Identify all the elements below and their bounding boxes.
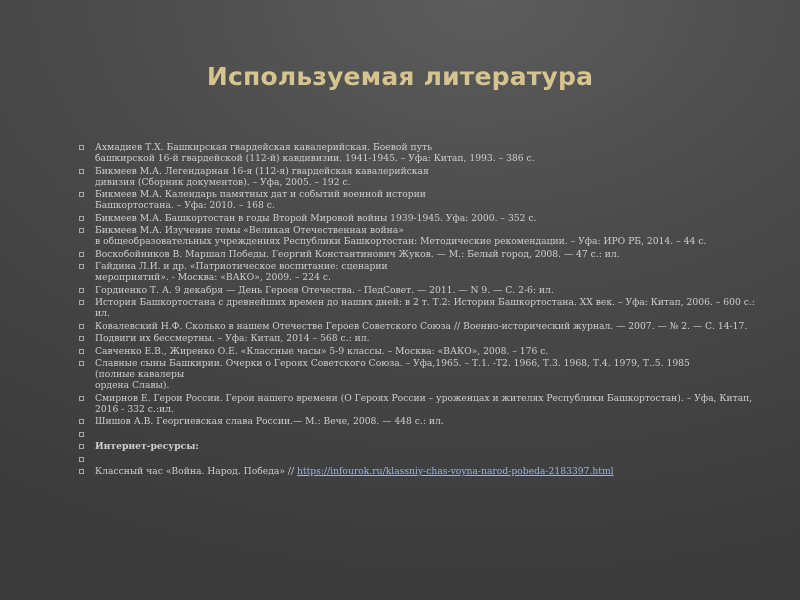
reference-line: Ахмадиев Т.Х. Башкирская гвардейская кавалерийская. Боевой путь (95, 142, 433, 153)
reference-line: Ковалевский Н.Ф. Сколько в нашем Отечестве Героев Советского Союза // Военно-исторический журнал. — 2007. — № 2. — С. 14-17. (95, 320, 748, 332)
list-item (79, 166, 759, 188)
list-item (79, 261, 759, 283)
empty-list-item (79, 454, 759, 465)
list-item (79, 225, 759, 247)
list-item (79, 249, 759, 260)
bullet-icon (79, 457, 84, 462)
reference-line: Воскобойников В. Маршал Победы. Георгий Константинович Жуков. — М.: Белый город, 2008. — 47 с.: ил. (95, 248, 620, 260)
reference-line: Бикмеев М.А. Башкортостан в годы Второй Мировой войны 1939-1945. Уфа: 2000. – 352 с. (95, 212, 537, 224)
bullet-icon (79, 361, 84, 366)
list-item (79, 393, 759, 415)
reference-line: Смирнов Е. Герои России. Герои нашего времени (О Героях России – уроженцах и жителях Республики Башкортостан). – Уфа, Китап, 2016 - 332 с.:ил. (95, 392, 753, 415)
list-item (79, 358, 759, 391)
bullet-icon (79, 264, 84, 269)
bullet-icon (79, 145, 84, 150)
reference-line: Бикмеев М.А. Календарь памятных дат и событий военной истории (95, 189, 426, 200)
bullet-icon (79, 336, 84, 341)
internet-resources-heading: Интернет-ресурсы: (95, 441, 199, 452)
list-item (79, 142, 759, 164)
reference-line: Савченко Е.В., Жиренко О.Е. «Классные часы» 5-9 классы. – Москва: «ВАКО», 2008. – 176 с. (95, 345, 549, 357)
reference-line: башкирской 16-й гвардейской (112-й) кавдивизии. 1941-1945. – Уфа: Китап, 1993. – 386 с. (95, 153, 535, 164)
bullet-icon (79, 169, 84, 174)
list-item (79, 297, 759, 319)
reference-line: мероприятий». - Москва: «ВАКО», 2009. – 224 с. (95, 272, 331, 283)
list-item (79, 285, 759, 296)
reference-line: Бикмеев М.А. Легендарная 16-я (112-я) гвардейская кавалерийская (95, 165, 429, 177)
bullet-icon (79, 252, 84, 257)
reference-line: Шишов А.В. Георгиевская слава России.— М.: Вече, 2008. — 448 с.: ил. (95, 416, 444, 427)
bullet-icon (79, 432, 84, 437)
slide-title: Используемая литература (206, 62, 594, 91)
bullet-icon (79, 324, 84, 329)
list-item (79, 189, 759, 211)
reference-line: История Башкортостана с древнейших времен до наших дней: в 2 т. Т.2: История Башкортостана. XX век. – Уфа: Китап, 2006. – 600 с.: ил. (95, 297, 755, 319)
bullet-icon (79, 419, 84, 424)
bullet-icon (79, 444, 84, 449)
list-item (79, 346, 759, 357)
bullet-icon (79, 469, 84, 474)
bullet-icon (79, 288, 84, 293)
empty-list-item (79, 429, 759, 440)
reference-line: (полные кавалеры (95, 369, 185, 380)
bullet-icon (79, 349, 84, 354)
internet-item-text: Классный час «Война. Народ. Победа» // (95, 466, 297, 477)
list-item (79, 213, 759, 224)
reference-line: ордена Славы). (95, 380, 170, 391)
list-item (79, 441, 759, 452)
bullet-icon (79, 192, 84, 197)
reference-line: Бикмеев М.А. Изучение темы «Великая Отечественная война» (95, 225, 404, 236)
reference-line: Гайдина Л.И. и др. «Патриотическое воспитание: сценарии (95, 261, 388, 272)
reference-line: дивизия (Сборник документов). – Уфа, 2005. – 192 с. (95, 176, 351, 188)
reference-line: в общеобразовательных учреждениях Республики Башкортостан: Методические рекомендации. – Уфа: ИРО РБ, 2014. – 44 с. (95, 236, 707, 247)
list-item (79, 416, 759, 427)
list-item (79, 333, 759, 344)
bullet-icon (79, 228, 84, 233)
reference-line: Подвиги их бессмертны. – Уфа: Китап, 2014 – 568 с.: ил. (95, 333, 370, 344)
reference-line: Башкортостана. – Уфа: 2010. – 168 с. (95, 200, 275, 211)
internet-resource-link[interactable]: https://infourok.ru/klassniy-chas-voyna-narod-pobeda-2183397.html (296, 466, 614, 477)
bullet-icon (79, 396, 84, 401)
reference-list (79, 142, 759, 479)
bullet-icon (79, 300, 84, 305)
list-item (79, 321, 759, 332)
reference-line: Гордиенко Т. А. 9 декабря — День Героев Отечества. - ПедСовет. — 2011. — N 9. — С. 2-6: ил. (95, 284, 554, 296)
list-item (79, 466, 759, 477)
bullet-icon (79, 216, 84, 221)
reference-line: Славные сыны Башкирии. Очерки о Героях Советского Союза. – Уфа,1965. – Т.1. -Т2. 1966, Т.3. 1968, Т.4. 1979, Т..5. 1985 (95, 358, 690, 369)
